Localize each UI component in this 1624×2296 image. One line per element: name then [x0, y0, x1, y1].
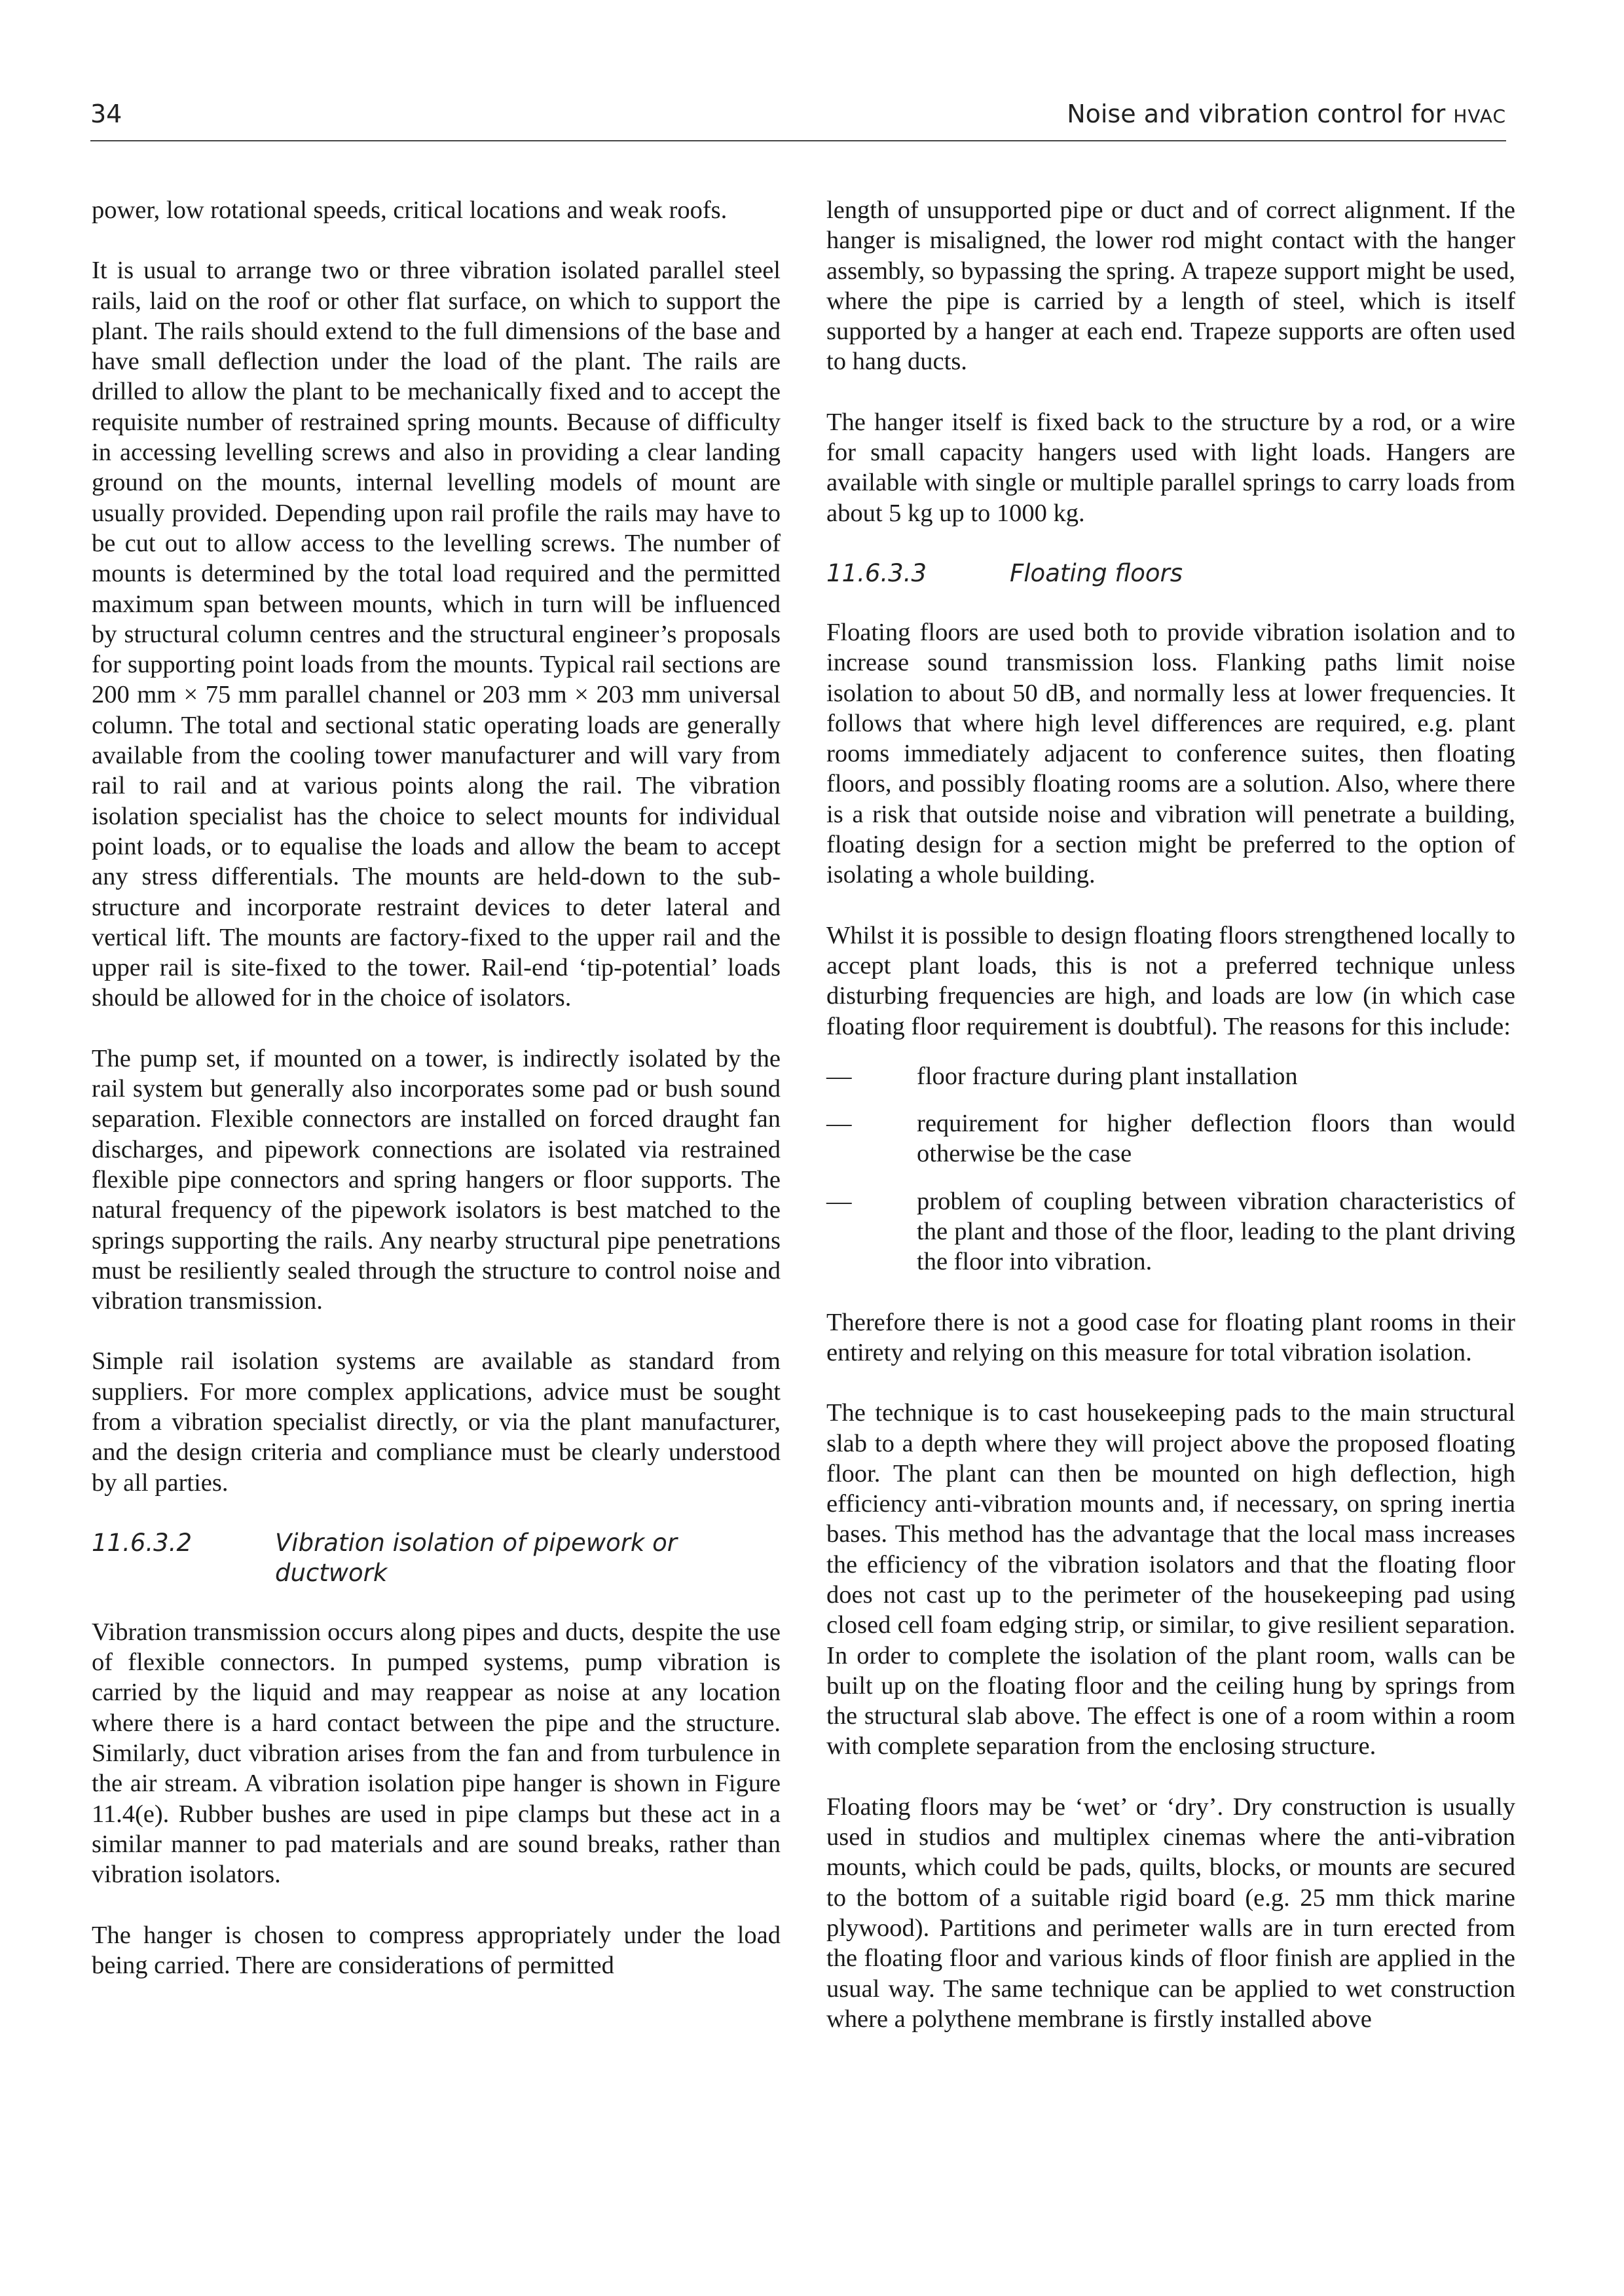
page-header: [90, 100, 1506, 141]
left-column: [92, 195, 781, 2011]
right-column: [826, 195, 1515, 2064]
paragraph: The technique is to cast housekeeping pads to the main structural slab to a depth where they will project above the proposed floating floor. The plant can then be mounted on high deflection, high efficiency anti-vibration mounts and, if necessary, on spring inertia bases. This method has the advantage that the local mass increases the efficiency of the vibration isolators and that the floating floor does not cast up to the perimeter of the housekeeping pad using closed cell foam edging strip, or similar, to give resilient separation. In order to complete the isolation of the plant room, walls can be built up on the floating floor and the ceiling hung by springs from the structural slab above. The effect is one of a room within a room with complete separation from the enclosing structure.: [826, 1399, 1515, 1760]
list-item-text: problem of coupling between vibration characteristics of the plant and those of the floor, leading to the plant driving the floor into vibration.: [917, 1187, 1515, 1276]
section-title: Vibration isolation of pipework or ductwork: [275, 1528, 677, 1587]
paragraph: Whilst it is possible to design floating floors strengthened locally to accept plant loads, this is not a preferred technique unless disturbing frequencies are high, and loads are low (in which case floating floor requirement is doubtful). The reasons for this include:: [826, 921, 1515, 1040]
section-title: Floating floors: [1010, 558, 1183, 587]
reasons-list: [826, 1061, 1515, 1277]
list-dash: —: [826, 1110, 852, 1138]
section-number: 11.6.3.3: [826, 558, 927, 587]
list-dash: —: [826, 1062, 852, 1090]
paragraph: power, low rotational speeds, critical locations and weak roofs.: [92, 196, 728, 224]
section-number: 11.6.3.2: [92, 1528, 192, 1557]
list-item: [826, 1108, 1515, 1169]
paragraph: The hanger itself is fixed back to the structure by a rod, or a wire for small capacity hangers used with light loads. Hangers are available with single or multiple parallel springs to carry loads from about 5 kg up to 1000 kg.: [826, 408, 1515, 527]
paragraph: Vibration transmission occurs along pipes and ducts, despite the use of flexible connectors. In pumped systems, pump vibration is carried by the liquid and may reappear as noise at any location where there is a hard contact between the pipe and the structure. Similarly, duct vibration arises from the fan and from turbulence in the air stream. A vibration isolation pipe hanger is shown in Figure 11.4(e). Rubber bushes are used in pipe clamps but these act in a similar manner to pad materials and are sound breaks, rather than vibration isolators.: [92, 1618, 781, 1889]
paragraph: Floating floors are used both to provide vibration isolation and to increase sound transmission loss. Flanking paths limit noise isolation to about 50 dB, and normally less at lower frequencies. It follows that where high level differences are required, e.g. plant rooms immediately adjacent to conference suites, then floating floors, and possibly floating rooms are a solution. Also, where there is a risk that outside noise and vibration will penetrate a building, floating design for a section might be preferred to the option of isolating a whole building.: [826, 618, 1515, 889]
list-dash: —: [826, 1187, 852, 1215]
running-title-small-caps: HVAC: [1453, 105, 1506, 127]
page-number: 34: [90, 100, 122, 128]
paragraph: length of unsupported pipe or duct and of correct alignment. If the hanger is misaligned, the lower rod might contact with the hanger assembly, so bypassing the spring. A trapeze support might be used, where the pipe is carried by a length of steel, which is itself supported by a hanger at each end. Trapeze supports are often used to hang ducts.: [826, 196, 1515, 376]
running-title: [1067, 100, 1506, 128]
header-rule: [90, 140, 1506, 141]
paragraph: Simple rail isolation systems are available as standard from suppliers. For more complex applications, advice must be sought from a vibration specialist directly, or via the plant manufacturer, and the design criteria and compliance must be clearly understood by all parties.: [92, 1347, 781, 1497]
paragraph: It is usual to arrange two or three vibration isolated parallel steel rails, laid on the roof or other flat surface, on which to support the plant. The rails should extend to the full dimensions of the base and have small deflection under the load of the plant. The rails are drilled to allow the plant to be mechanically fixed and to accept the requisite number of restrained spring mounts. Because of difficulty in accessing levelling screws and also in providing a clear landing ground on the mounts, internal levelling models of mount are usually provided. Depending upon rail profile the rails may have to be cut out to allow access to the levelling screws. The number of mounts is determined by the total load required and the permitted maximum span between mounts, which in turn will be influenced by structural column centres and the structural engineer’s proposals for supporting point loads from the mounts. Typical rail sections are 200 mm × 75 mm parallel channel or 203 mm × 203 mm universal column. The total and sectional static operating loads are generally available from the cooling tower manufacturer and will vary from rail to rail and at various points along the rail. The vibration isolation specialist has the choice to select mounts for individual point loads, or to equalise the loads and allow the beam to accept any stress differentials. The mounts are held-down to the sub-structure and incorporate restraint devices to deter lateral and vertical lift. The mounts are factory-fixed to the upper rail and the upper rail is site-fixed to the tower. Rail-end ‘tip-potential’ loads should be allowed for in the choice of isolators.: [92, 257, 781, 1012]
list-item: [826, 1186, 1515, 1277]
paragraph: Therefore there is not a good case for floating plant rooms in their entirety and relying on this measure for total vibration isolation.: [826, 1308, 1515, 1366]
section-heading: [92, 1528, 781, 1588]
running-title-text: Noise and vibration control for: [1067, 100, 1446, 128]
paragraph: The hanger is chosen to compress appropriately under the load being carried. There are considerations of permitted: [92, 1921, 781, 1979]
list-item: [826, 1061, 1515, 1091]
list-item-text: floor fracture during plant installation: [917, 1062, 1298, 1090]
paragraph: The pump set, if mounted on a tower, is indirectly isolated by the rail system but generally also incorporates some pad or bush sound separation. Flexible connectors are installed on forced draught fan discharges, and pipework connections are isolated via restrained flexible pipe connectors and spring hangers or floor supports. The natural frequency of the pipework isolators is best matched to the springs supporting the rails. Any nearby structural pipe penetrations must be resiliently sealed through the structure to control noise and vibration transmission.: [92, 1044, 781, 1315]
list-item-text: requirement for higher deflection floors than would otherwise be the case: [917, 1110, 1515, 1168]
paragraph: Floating floors may be ‘wet’ or ‘dry’. Dry construction is usually used in studios and multiplex cinemas where the anti-vibration mounts, which could be pads, quilts, blocks, or mounts are secured to the bottom of a suitable rigid board (e.g. 25 mm thick marine plywood). Partitions and perimeter walls are in turn erected from the floating floor and various kinds of floor finish are applied in the usual way. The same technique can be applied to wet construction where a polythene membrane is firstly installed above: [826, 1793, 1515, 2033]
section-heading: [826, 558, 1515, 589]
